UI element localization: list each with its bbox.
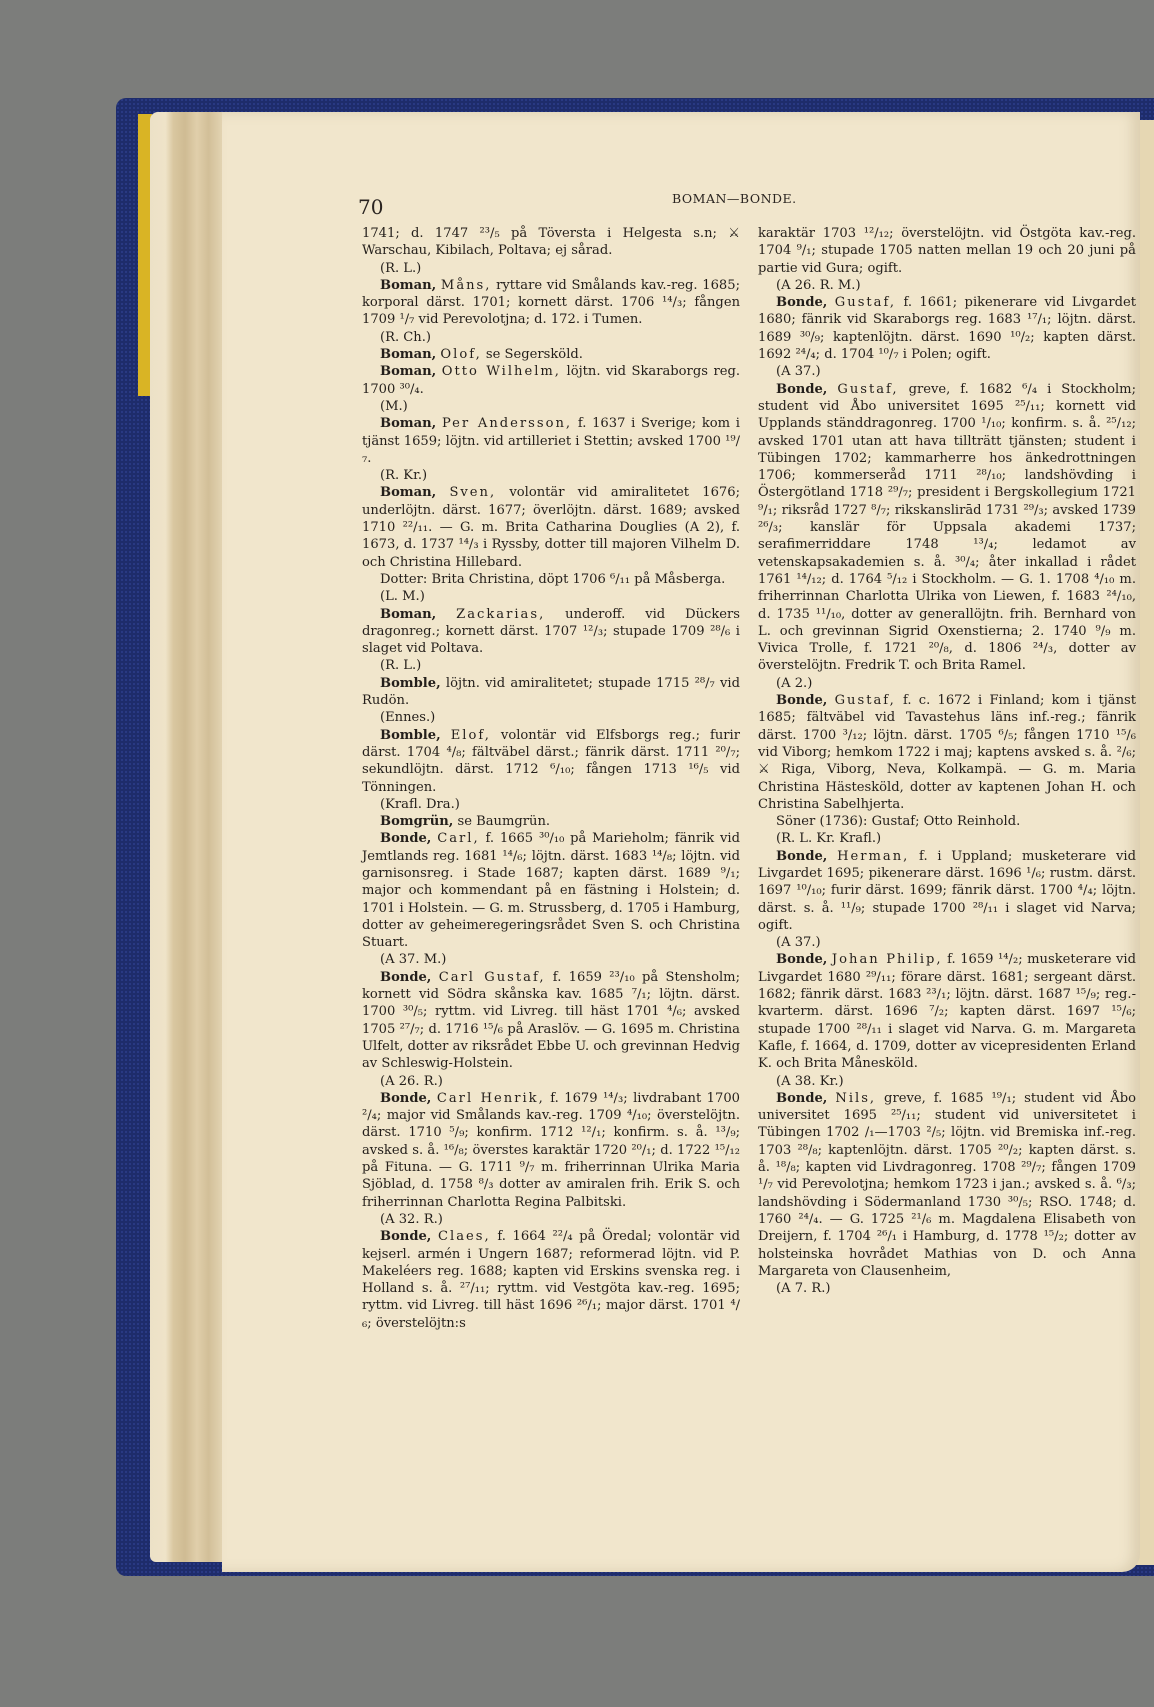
entry-text: underoff. vid Dückers dragonreg.; kornett därst. 1707 ¹²/₃; stupade 1709 ²⁸/₆ i slaget vid Poltava. [362, 606, 740, 657]
entry-headword: Boman, [380, 416, 437, 432]
entry-text: f. c. 1672 i Finland; kom i tjänst 1685; fältväbel vid Tavastehus läns inf.-reg.; fänrik därst. 1700 ³/₁₂; löjtn. därst. 1705 ⁶/₅; fången 1710 ¹⁵/₆ vid Viborg; hemkom 1722 i maj; kaptens avsked s. å. ²/₆; ⚔ Riga, Viborg, Neva, Kolkampä. — G. m. Maria Christina Hästesköld, dotter av kaptenen Johan H. och Christina Sabelhjerta. [758, 693, 1136, 812]
dictionary-entry [362, 969, 740, 1073]
entry-headword: Boman, [380, 347, 437, 363]
dictionary-entry [362, 346, 740, 363]
entry-text: se Baumgrün. [453, 814, 551, 830]
entry-given-name: Claes, [438, 1229, 491, 1245]
dictionary-entry [362, 830, 740, 951]
entry-reference: (Ennes.) [380, 710, 436, 726]
entry-reference: (R. L.) [380, 658, 422, 674]
dictionary-entry [758, 381, 1136, 675]
dictionary-entry [758, 848, 1136, 934]
dictionary-entry [758, 294, 1136, 363]
entry-text: volontär vid amiralitetet 1676; underlöjtn. därst. 1677; överlöjtn. därst. 1689; avsked 1710 ²²/₁₁. — G. m. Brita Catharina Douglies (A 2), f. 1673, d. 1737 ¹⁴/₃ i Ryssby, dotter till majoren Vilhelm D. och Christina Hillebard. [362, 485, 740, 570]
entry-given-name: Nils, [835, 1090, 877, 1106]
entry-reference: (R. L.) [380, 260, 422, 276]
entry-text: f. 1664 ²²/₄ på Öredal; volontär vid kejserl. armén i Ungern 1687; reformerad löjtn. vid P. Makeléers reg. 1688; kapten vid Erskins svenska reg. i Holland s. å. ²⁷/₁₁; ryttm. vid Vestgöta kav.-reg. 1695; ryttm. vid Livreg. till häst 1696 ²⁶/₁; major därst. 1701 ⁴/₆; överstelöjtn:s [362, 1229, 740, 1331]
entry-reference: (A 2.) [776, 675, 813, 691]
dictionary-entry [758, 692, 1136, 813]
entry-headword: Bonde, [776, 952, 828, 968]
entry-headword: Bomble, [380, 675, 441, 691]
running-head: BOMAN—BONDE. [672, 191, 797, 206]
entry-headword: Boman, [380, 606, 437, 622]
entry-headword: Bonde, [380, 1090, 432, 1106]
entry-headword: Bonde, [776, 295, 828, 311]
entry-headword: Bonde, [776, 693, 828, 709]
entry-text: f. i Uppland; musketerare vid Livgardet 1695; pikenerare därst. 1696 ¹/₆; rustm. därst. 1697 ¹⁰/₁₀; furir därst. 1699; fänrik därst. 1700 ⁴/₄; löjtn. därst. s. å. ¹¹/₉; stupade 1700 ²⁸/₁₁ i slaget vid Narva; ogift. [758, 848, 1136, 933]
entry-reference: (A 37.) [776, 935, 821, 951]
entry-text: greve, f. 1685 ¹⁹/₁; student vid Åbo universitet 1695 ²⁵/₁₁; student vid universitetet i Tübingen 1702 /₁—1703 ²/₅; löjtn. vid Bremiska inf.-reg. 1703 ²⁸/₈; kaptenlöjtn. därst. 1705 ²⁰/₂; kapten därst. s. å. ¹⁸/₈; kapten vid Livdragonreg. 1708 ²⁹/₇; fången 1709 ¹/₇ vid Perevolotjna; hemkom 1723 i jan.; avsked s. å. ⁶/₃; landshövding i Södermanland 1730 ³⁰/₅; RSO. 1748; d. 1760 ²⁴/₄. — G. 1725 ²¹/₆ m. Magdalena Elisabeth von Dreijern, f. 1704 ²⁶/₁ i Hamburg, d. 1778 ¹⁵/₂; dotter av holsteinska hovrådet Mathias von D. och Anna Margareta von Clausenheim, [758, 1090, 1136, 1279]
entry-headword: Bomble, [380, 727, 441, 743]
entry-text: f. 1665 ³⁰/₁₀ på Marieholm; fänrik vid Jemtlands reg. 1681 ¹⁴/₆; löjtn. därst. 1683 ¹⁴/₈; löjtn. vid garnisonsreg. i Stade 1687; kapten därst. 1689 ⁹/₁; major och kommendant på en fästning i Holstein; d. 1701 i Holstein. — G. m. Strussberg, d. 1705 i Hamburg, dotter av geheimeregeringsrådet Sven S. och Christina Stuart. [362, 831, 740, 951]
entry-headword: Bonde, [776, 381, 828, 397]
entry-continuation: karaktär 1703 ¹²/₁₂; överstelöjtn. vid Östgöta kav.-reg. 1704 ⁹/₁; stupade 1705 natten mellan 19 och 20 juni på partie vid Gura; ogift. [758, 226, 1136, 276]
entry-given-name: Zackarias, [456, 606, 546, 622]
entry-text: volontär vid Elfsborgs reg.; furir därst. 1704 ⁴/₈; fältväbel därst.; fänrik därst. 1711 ²⁰/₇; sekundlöjtn. därst. 1712 ⁶/₁₀; fången 1713 ¹⁶/₅ vid Tönningen. [362, 727, 740, 795]
page-number: 70 [358, 195, 384, 219]
dictionary-entry [362, 484, 740, 570]
entry-headword: Boman, [380, 277, 437, 293]
dictionary-entry [362, 727, 740, 796]
entry-reference: (A 7. R.) [776, 1281, 831, 1297]
entry-given-name: Herman, [837, 848, 910, 864]
entry-reference: (A 37. M.) [380, 952, 447, 968]
page-edges [150, 112, 228, 1562]
dictionary-entry [362, 813, 740, 830]
entry-headword: Bonde, [380, 969, 432, 985]
dictionary-entry [362, 277, 740, 329]
dictionary-entry [362, 1228, 740, 1332]
entry-given-name: Per Andersson, [441, 416, 573, 432]
dictionary-entry [758, 951, 1136, 1072]
entry-reference: (M.) [380, 398, 408, 414]
left-column [362, 225, 740, 1332]
entry-given-name: Johan Philip, [831, 952, 943, 968]
entry-given-name: Olof, [440, 347, 482, 363]
entry-text: f. 1637 i Sverige; kom i tjänst 1659; löjtn. vid artilleriet i Stettin; avsked 1700 ¹⁹/₇. [362, 416, 740, 466]
dictionary-entry [362, 675, 740, 710]
entry-headword: Boman, [380, 364, 437, 380]
entry-headword: Bonde, [380, 1229, 432, 1245]
entry-reference: (A 38. Kr.) [776, 1073, 844, 1089]
entry-text: löjtn. vid Skaraborgs reg. 1700 ³⁰/₄. [362, 364, 740, 397]
entry-given-name: Måns, [440, 277, 492, 293]
dictionary-entry [758, 1090, 1136, 1280]
entry-text: f. 1659 ¹⁴/₂; musketerare vid Livgardet 1680 ²⁹/₁₁; förare därst. 1681; sergeant därst. 1682; fänrik därst. 1683 ²³/₁; löjtn. därst. 1687 ¹⁵/₉; reg.-kvarterm. därst. 1696 ⁷/₂; kapten därst. 1697 ¹⁵/₆; stupade 1700 ²⁸/₁₁ i slaget vid Narva. G. m. Margareta Kafle, f. 1664, d. 1709, dotter av vicepresidenten Erland K. och Brita Månesköld. [758, 952, 1136, 1072]
dictionary-entry [362, 363, 740, 398]
entry-given-name: Gustaf, [837, 381, 899, 397]
entry-reference: (A 26. R.) [380, 1073, 443, 1089]
entry-headword: Bonde, [380, 831, 432, 847]
entry-reference: (R. Kr.) [380, 468, 428, 484]
entry-text: löjtn. vid amiralitetet; stupade 1715 ²⁸/₇ vid Rudön. [362, 675, 740, 709]
dictionary-entry [362, 415, 740, 467]
entry-headword: Bonde, [776, 1090, 828, 1106]
entry-text: f. 1661; pikenerare vid Livgardet 1680; fänrik vid Skaraborgs reg. 1683 ¹⁷/₁; löjtn. därst. 1689 ³⁰/₉; kaptenlöjtn. därst. 1690 ¹⁰/₂; kapten därst. 1692 ²⁴/₄; d. 1704 ¹⁰/₇ i Polen; ogift. [758, 295, 1136, 363]
entry-reference: (A 26. R. M.) [776, 277, 861, 293]
entry-headword: Bomgrün, [380, 814, 454, 830]
entry-given-name: Otto Wilhelm, [441, 364, 561, 380]
entry-text: f. 1679 ¹⁴/₃; livdrabant 1700 ²/₄; major vid Smålands kav.-reg. 1709 ⁴/₁₀; överstelöjtn. därst. 1710 ⁵/₉; konfirm. 1712 ¹²/₁; konfirm. s. å. ¹³/₉; avsked s. å. ¹⁶/₈; överstes karaktär 1720 ²⁰/₁; d. 1722 ¹⁵/₁₂ på Fituna. — G. 1711 ⁹/₇ m. friherrinnan Ulrika Maria Sjöblad, d. 1758 ⁸/₃ dotter av amiralen frih. Erik S. och friherrinnan Charlotta Regina Palbitski. [362, 1090, 741, 1210]
entry-reference: (Krafl. Dra.) [380, 796, 460, 812]
entry-text: se Segersköld. [481, 347, 583, 363]
right-column [758, 225, 1136, 1297]
entry-given-name: Carl Gustaf, [438, 969, 546, 985]
dictionary-entry [362, 1090, 740, 1211]
entry-reference: Dotter: Brita Christina, döpt 1706 ⁶/₁₁ på Måsberga. [380, 571, 726, 587]
entry-reference: (R. L. Kr. Krafl.) [776, 831, 882, 847]
entry-text: ryttare vid Smålands kav.-reg. 1685; korporal därst. 1701; kornett därst. 1706 ¹⁴/₃; fången 1709 ¹/₇ vid Perevolotjna; d. 172. i Tumen. [362, 277, 740, 328]
entry-continuation: 1741; d. 1747 ²³/₅ på Töversta i Helgesta s.n; ⚔ Warschau, Kibilach, Poltava; ej sårad. [362, 226, 740, 259]
entry-text: greve, f. 1682 ⁶/₄ i Stockholm; student vid Åbo universitet 1695 ²⁵/₁₁; kornett vid Upplands ständdragonreg. 1700 ¹/₁₀; konfirm. s. å. ²⁵/₁₂; avsked 1701 utan att hava tillträtt tjänsten; student i Tübingen 1702; kammarherre hos änkedrottningen 1706; kommerseråd 1711 ²⁸/₁₀; landshövding i Östergötland 1718 ²⁹/₇; president i Bergskollegium 1721 ⁹/₁; riksråd 1727 ⁸/₇; rikskanslirād 1731 ²⁹/₃; avsked 1739 ²⁶/₃; kanslär för Uppsala akademi 1737; serafimerriddare 1748 ¹³/₄; ledamot av vetenskapsakademien s. å. ³⁰/₄; åter inkallad i rådet 1761 ¹⁴/₁₂; d. 1764 ⁵/₁₂ i Stockholm. — G. 1. 1708 ⁴/₁₀ m. friherrinnan Charlotta Ulrika von Liewen, f. 1683 ²⁴/₁₀, d. 1735 ¹¹/₁₀, dotter av generallöjtn. frih. Bernhard von L. och grevinnan Sigrid Oxenstierna; 2. 1740 ⁹/₉ m. Vivica Trolle, f. 1721 ²⁰/₈, d. 1806 ²⁴/₃, dotter av överstelöjtn. Fredrik T. och Brita Ramel. [758, 381, 1136, 674]
entry-given-name: Carl Henrik, [436, 1090, 545, 1106]
entry-text: f. 1659 ²³/₁₀ på Stensholm; kornett vid Södra skånska kav. 1685 ⁷/₁; löjtn. därst. 1700 ³⁰/₅; ryttm. vid Livreg. till häst 1701 ⁴/₆; avsked 1705 ²⁷/₇; d. 1716 ¹⁵/₆ på Araslöv. — G. 1695 m. Christina Ulfelt, dotter av riksrådet Ebbe U. och grevinnan Hedvig av Schleswig-Holstein. [362, 969, 740, 1072]
entry-given-name: Gustaf, [834, 693, 896, 709]
entry-given-name: Sven, [449, 485, 497, 501]
entry-reference: (L. M.) [380, 589, 425, 605]
entry-headword: Boman, [380, 485, 437, 501]
entry-given-name: Gustaf, [834, 295, 897, 311]
entry-given-name: Carl, [437, 831, 480, 847]
dictionary-entry [362, 606, 740, 658]
entry-reference: (A 37.) [776, 364, 821, 380]
entry-reference: Söner (1736): Gustaf; Otto Reinhold. [776, 814, 1021, 830]
entry-given-name: Elof, [450, 727, 491, 743]
entry-reference: (R. Ch.) [380, 329, 432, 345]
entry-headword: Bonde, [776, 848, 828, 864]
entry-reference: (A 32. R.) [380, 1211, 443, 1227]
